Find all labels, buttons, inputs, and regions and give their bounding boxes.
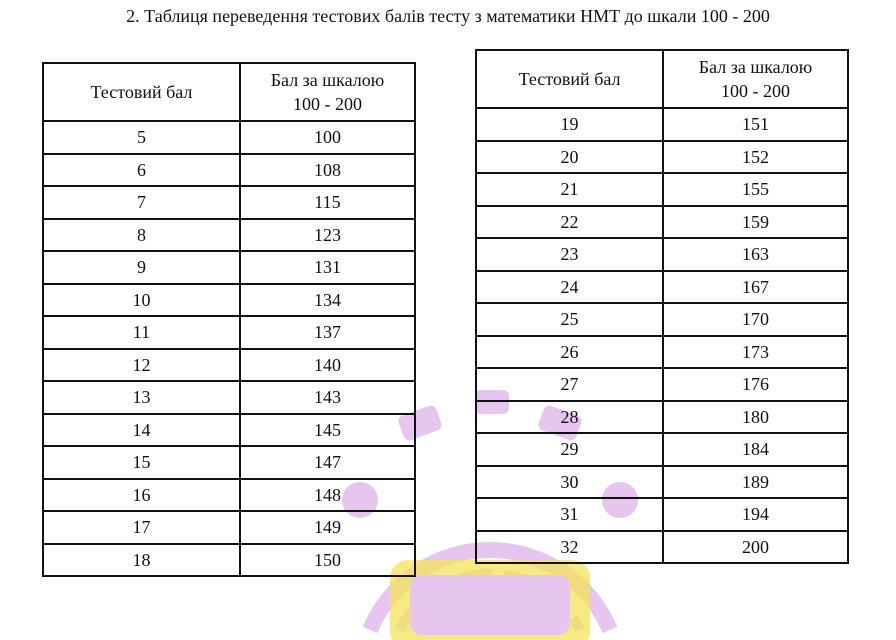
test-score-cell: 24 xyxy=(476,271,663,304)
test-score-cell: 19 xyxy=(476,108,663,141)
test-score-cell: 31 xyxy=(476,498,663,531)
scale-score-cell: 167 xyxy=(663,271,848,304)
scale-score-cell: 108 xyxy=(240,154,415,187)
table-header-row xyxy=(476,50,848,108)
table-body xyxy=(43,121,415,576)
test-score-cell: 18 xyxy=(43,544,240,577)
table-row xyxy=(476,466,848,499)
scale-score-cell: 100 xyxy=(240,121,415,154)
test-score-cell: 16 xyxy=(43,479,240,512)
table-row xyxy=(43,511,415,544)
table-row xyxy=(476,238,848,271)
test-score-cell: 25 xyxy=(476,303,663,336)
test-score-cell: 29 xyxy=(476,433,663,466)
table-row xyxy=(43,316,415,349)
scale-score-cell: 152 xyxy=(663,141,848,174)
test-score-cell: 6 xyxy=(43,154,240,187)
scale-score-cell: 140 xyxy=(240,349,415,382)
table-row xyxy=(43,414,415,447)
test-score-cell: 9 xyxy=(43,251,240,284)
scale-score-cell: 200 xyxy=(663,531,848,564)
test-score-cell: 28 xyxy=(476,401,663,434)
table-row xyxy=(476,498,848,531)
table-row xyxy=(476,368,848,401)
test-score-cell: 32 xyxy=(476,531,663,564)
scale-score-cell: 194 xyxy=(663,498,848,531)
scale-score-cell: 163 xyxy=(663,238,848,271)
header-scale-score: Бал за шкалою 100 - 200 xyxy=(663,50,848,108)
scale-score-cell: 145 xyxy=(240,414,415,447)
table-row xyxy=(43,251,415,284)
scale-score-cell: 151 xyxy=(663,108,848,141)
table-body xyxy=(476,108,848,563)
test-score-cell: 10 xyxy=(43,284,240,317)
test-score-cell: 8 xyxy=(43,219,240,252)
test-score-cell: 13 xyxy=(43,381,240,414)
test-score-cell: 21 xyxy=(476,173,663,206)
table-row xyxy=(476,433,848,466)
table-header-row xyxy=(43,63,415,121)
table-row xyxy=(476,401,848,434)
test-score-cell: 11 xyxy=(43,316,240,349)
table-row xyxy=(43,219,415,252)
test-score-cell: 30 xyxy=(476,466,663,499)
header-test-score: Тестовий бал xyxy=(43,63,240,121)
test-score-cell: 22 xyxy=(476,206,663,239)
scale-score-cell: 155 xyxy=(663,173,848,206)
page-title: 2. Таблиця переведення тестових балів тесту з математики НМТ до шкали 100 - 200 xyxy=(126,6,770,26)
scale-score-cell: 149 xyxy=(240,511,415,544)
scale-score-cell: 159 xyxy=(663,206,848,239)
table-row xyxy=(43,479,415,512)
table-row xyxy=(43,544,415,577)
conversion-table-right xyxy=(475,49,849,564)
table-row xyxy=(43,186,415,219)
scale-score-cell: 115 xyxy=(240,186,415,219)
header-test-score: Тестовий бал xyxy=(476,50,663,108)
scale-score-cell: 131 xyxy=(240,251,415,284)
table-row xyxy=(43,121,415,154)
scale-score-cell: 134 xyxy=(240,284,415,317)
table-row xyxy=(476,336,848,369)
scale-score-cell: 123 xyxy=(240,219,415,252)
table-row xyxy=(43,154,415,187)
test-score-cell: 27 xyxy=(476,368,663,401)
table-row xyxy=(476,271,848,304)
scale-score-cell: 150 xyxy=(240,544,415,577)
test-score-cell: 7 xyxy=(43,186,240,219)
table-row xyxy=(476,108,848,141)
table-row xyxy=(476,303,848,336)
table-row xyxy=(476,531,848,564)
table-row xyxy=(476,141,848,174)
scale-score-cell: 180 xyxy=(663,401,848,434)
table-row xyxy=(43,446,415,479)
header-scale-score: Бал за шкалою 100 - 200 xyxy=(240,63,415,121)
test-score-cell: 23 xyxy=(476,238,663,271)
test-score-cell: 12 xyxy=(43,349,240,382)
test-score-cell: 20 xyxy=(476,141,663,174)
scale-score-cell: 173 xyxy=(663,336,848,369)
test-score-cell: 14 xyxy=(43,414,240,447)
table-row xyxy=(43,284,415,317)
scale-score-cell: 184 xyxy=(663,433,848,466)
scale-score-cell: 148 xyxy=(240,479,415,512)
scale-score-cell: 147 xyxy=(240,446,415,479)
table-row xyxy=(43,349,415,382)
table-row xyxy=(43,381,415,414)
conversion-table-left xyxy=(42,62,416,577)
test-score-cell: 17 xyxy=(43,511,240,544)
table-row xyxy=(476,206,848,239)
scale-score-cell: 176 xyxy=(663,368,848,401)
table-row xyxy=(476,173,848,206)
scale-score-cell: 189 xyxy=(663,466,848,499)
scale-score-cell: 143 xyxy=(240,381,415,414)
test-score-cell: 26 xyxy=(476,336,663,369)
scale-score-cell: 170 xyxy=(663,303,848,336)
test-score-cell: 5 xyxy=(43,121,240,154)
test-score-cell: 15 xyxy=(43,446,240,479)
scale-score-cell: 137 xyxy=(240,316,415,349)
